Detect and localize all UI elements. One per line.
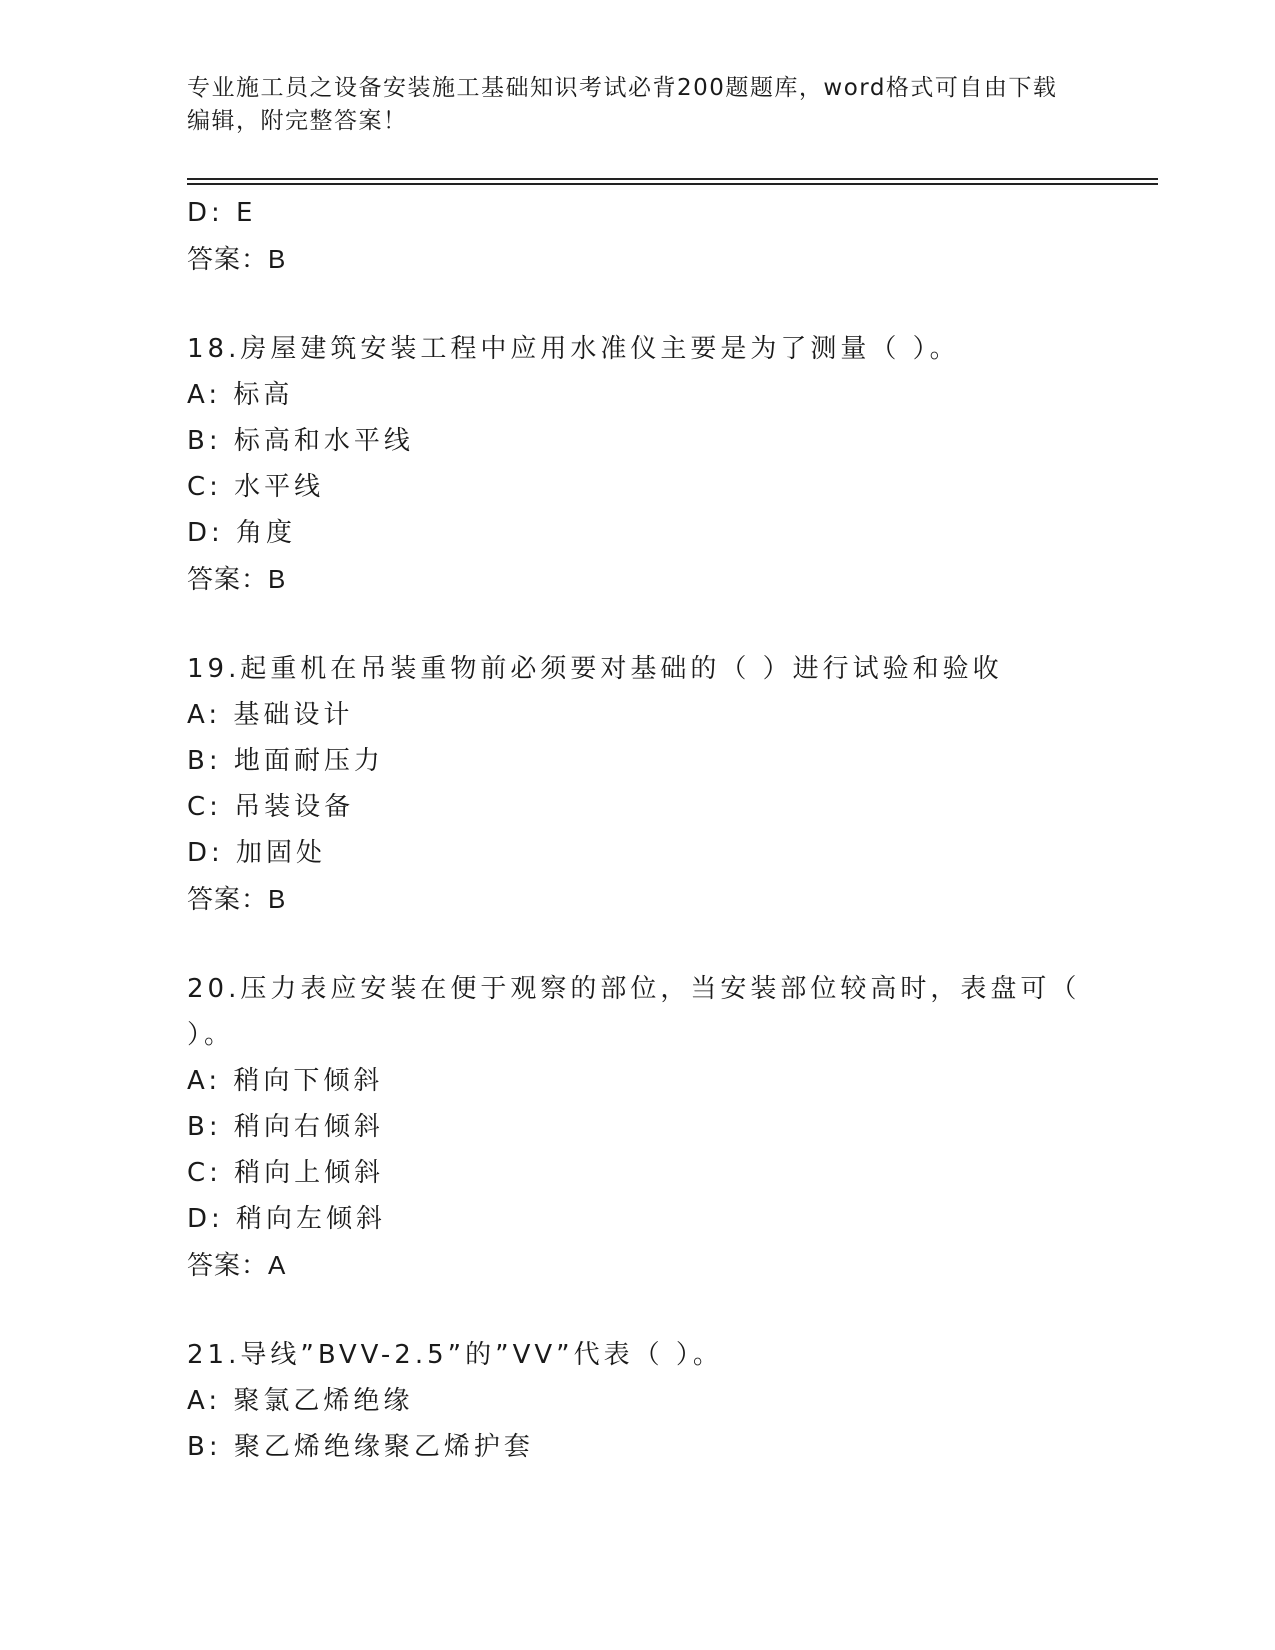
option-c: C: 稍向上倾斜 <box>187 1158 385 1188</box>
header-divider-top <box>187 178 1158 180</box>
option-a: A: 基础设计 <box>187 700 354 730</box>
option-d: D: 角度 <box>187 518 297 548</box>
question-18 <box>187 326 1087 602</box>
question-19 <box>187 646 1087 922</box>
question-title: 21.导线”BVV-2.5”的”VV”代表（ ）。 <box>187 1340 723 1370</box>
option-c: C: 水平线 <box>187 472 325 502</box>
answer: 答案：B <box>187 244 287 274</box>
option-b: B: 地面耐压力 <box>187 746 384 776</box>
question-21 <box>187 1332 1087 1470</box>
option-b: B: 标高和水平线 <box>187 426 414 456</box>
header-line-2: 编辑，附完整答案！ <box>187 108 408 134</box>
option-d: D: 加固处 <box>187 838 327 868</box>
option-d: D: 稍向左倾斜 <box>187 1204 387 1234</box>
question-title: 18.房屋建筑安装工程中应用水准仪主要是为了测量（ ）。 <box>187 334 960 364</box>
question-list <box>187 190 1087 1470</box>
question-title-line-2: ）。 <box>187 1020 235 1050</box>
page-header <box>187 72 1087 138</box>
answer: 答案：B <box>187 884 287 914</box>
question-17-tail <box>187 190 1087 282</box>
option-b: B: 聚乙烯绝缘聚乙烯护套 <box>187 1432 534 1462</box>
header-divider-bottom <box>187 183 1158 185</box>
option-c: C: 吊装设备 <box>187 792 355 822</box>
question-title-line-1: 20.压力表应安装在便于观察的部位，当安装部位较高时，表盘可（ <box>187 974 1081 1004</box>
answer: 答案：B <box>187 564 287 594</box>
option-d: D: E <box>187 198 257 228</box>
option-a: A: 稍向下倾斜 <box>187 1066 384 1096</box>
option-a: A: 聚氯乙烯绝缘 <box>187 1386 414 1416</box>
option-a: A: 标高 <box>187 380 294 410</box>
answer: 答案：A <box>187 1250 287 1280</box>
question-title: 19.起重机在吊装重物前必须要对基础的（ ）进行试验和验收 <box>187 654 1003 684</box>
header-line-1: 专业施工员之设备安装施工基础知识考试必背200题题库，word格式可自由下载 <box>187 75 1058 101</box>
option-b: B: 稍向右倾斜 <box>187 1112 384 1142</box>
question-20 <box>187 966 1087 1288</box>
